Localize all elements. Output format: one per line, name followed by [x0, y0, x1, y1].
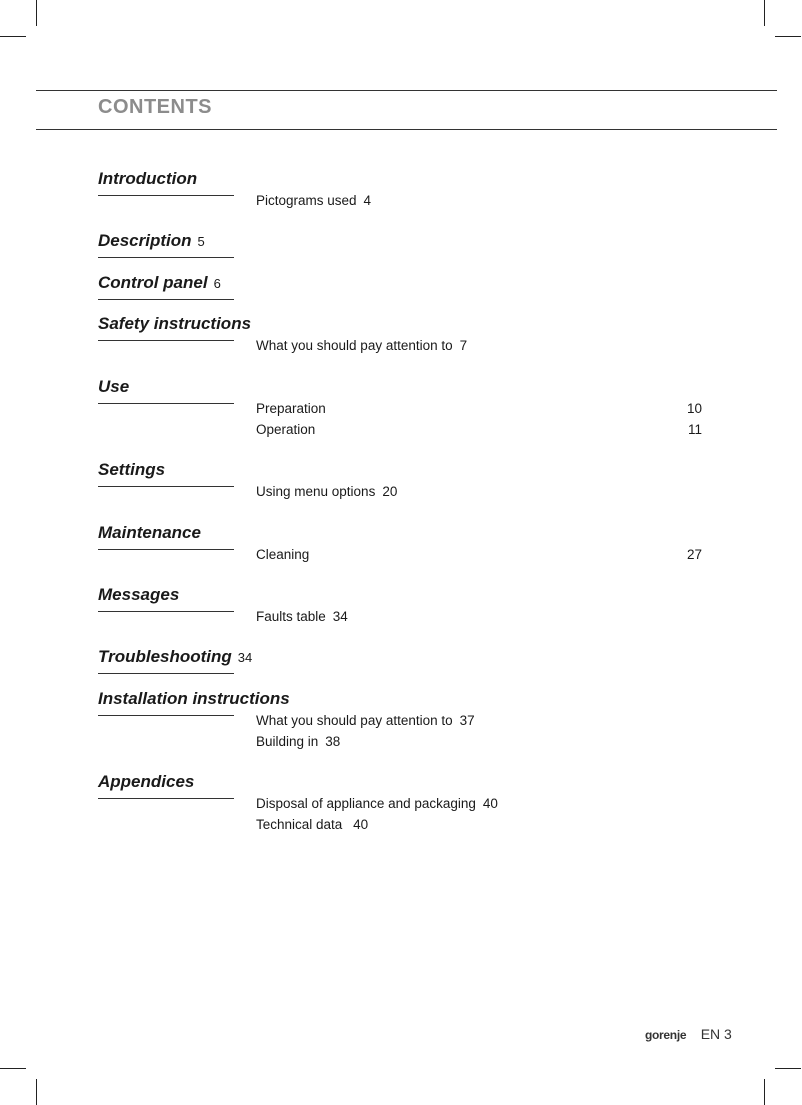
section-underline — [98, 257, 234, 258]
entry-label-text: Using menu options — [256, 484, 376, 499]
section-underline — [98, 195, 234, 196]
section-title-text: Safety instructions — [98, 314, 252, 333]
section-title[interactable] — [98, 377, 129, 397]
entry-label-text: What you should pay attention to — [256, 338, 453, 353]
entry-label — [256, 713, 475, 728]
page-title: CONTENTS — [98, 96, 212, 118]
entry-page-number: 7 — [459, 338, 468, 353]
entry-label — [256, 547, 309, 562]
crop-mark-bottom-right-h — [775, 1068, 801, 1069]
table-of-contents — [98, 0, 702, 900]
toc-entry[interactable] — [256, 796, 702, 814]
section-title-text: Introduction — [98, 169, 198, 188]
section-title-text: Control panel — [98, 273, 208, 292]
crop-mark-top-right — [764, 0, 765, 26]
section-title-text: Maintenance — [98, 523, 201, 542]
section-title[interactable] — [98, 231, 205, 251]
section-title[interactable] — [98, 523, 201, 543]
page-footer — [645, 1026, 732, 1044]
crop-mark-top-right-h — [775, 36, 801, 37]
section-underline — [98, 299, 234, 300]
section-title-text: Troubleshooting — [98, 647, 232, 666]
entry-label — [256, 422, 315, 437]
section-title-text: Description — [98, 231, 192, 250]
entry-label-text: Operation — [256, 422, 316, 437]
entry-page-number: 27 — [686, 547, 702, 562]
toc-entry[interactable] — [256, 401, 702, 419]
entry-label-text: Technical data — [256, 817, 347, 832]
entry-page-number: 37 — [459, 713, 475, 728]
section-title-text: Use — [98, 377, 130, 396]
toc-entry[interactable] — [256, 193, 702, 211]
toc-entry[interactable] — [256, 734, 702, 752]
crop-mark-bottom-right — [764, 1079, 765, 1105]
section-title-text: Installation instructions — [98, 689, 290, 708]
section-title[interactable] — [98, 314, 251, 334]
entry-label-text: Cleaning — [256, 547, 310, 562]
entry-label-text: Building in — [256, 734, 319, 749]
page-number: EN 3 — [700, 1026, 732, 1042]
entry-page-number: 4 — [363, 193, 372, 208]
toc-entry[interactable] — [256, 609, 702, 627]
entry-page-number: 38 — [325, 734, 341, 749]
section-title[interactable] — [98, 585, 179, 605]
section-underline — [98, 673, 234, 674]
section-underline — [98, 798, 234, 799]
entry-page-number: 40 — [353, 817, 369, 832]
crop-mark-bottom-left — [36, 1079, 37, 1105]
entry-label-text: Faults table — [256, 609, 326, 624]
section-page-number: 5 — [197, 234, 205, 249]
toc-entry[interactable] — [256, 817, 702, 835]
entry-label — [256, 484, 397, 499]
entry-label — [256, 817, 368, 832]
section-title-text: Appendices — [98, 772, 195, 791]
section-underline — [98, 715, 234, 716]
crop-mark-bottom-left-h — [0, 1068, 26, 1069]
toc-entry[interactable] — [256, 547, 702, 565]
section-title-text: Settings — [98, 460, 166, 479]
entry-label-text: Pictograms used — [256, 193, 357, 208]
crop-mark-top-left-h — [0, 36, 26, 37]
toc-entry[interactable] — [256, 338, 702, 356]
section-title[interactable] — [98, 647, 252, 667]
entry-label-text: What you should pay attention to — [256, 713, 453, 728]
entry-label — [256, 609, 348, 624]
section-title[interactable] — [98, 689, 290, 709]
toc-entry[interactable] — [256, 713, 702, 731]
crop-mark-top-left — [36, 0, 37, 26]
entry-label — [256, 734, 340, 749]
entry-label — [256, 338, 467, 353]
section-title[interactable] — [98, 460, 165, 480]
section-title-text: Messages — [98, 585, 180, 604]
entry-page-number: 10 — [686, 401, 702, 416]
entry-page-number: 40 — [482, 796, 498, 811]
entry-label-text: Preparation — [256, 401, 326, 416]
section-page-number: 34 — [237, 650, 253, 665]
entry-label — [256, 401, 326, 416]
toc-entry[interactable] — [256, 422, 702, 440]
section-page-number: 6 — [213, 276, 221, 291]
section-underline — [98, 403, 234, 404]
entry-label-text: Disposal of appliance and packaging — [256, 796, 476, 811]
toc-entry[interactable] — [256, 484, 702, 502]
section-underline — [98, 486, 234, 487]
entry-label — [256, 193, 371, 208]
section-title[interactable] — [98, 772, 194, 792]
brand-logo: gorenje — [645, 1028, 687, 1042]
section-title[interactable] — [98, 169, 197, 189]
entry-label — [256, 796, 498, 811]
section-title[interactable] — [98, 273, 221, 293]
section-underline — [98, 340, 234, 341]
entry-page-number: 34 — [332, 609, 348, 624]
section-underline — [98, 549, 234, 550]
entry-page-number: 20 — [382, 484, 398, 499]
section-underline — [98, 611, 234, 612]
entry-page-number: 11 — [687, 422, 702, 437]
